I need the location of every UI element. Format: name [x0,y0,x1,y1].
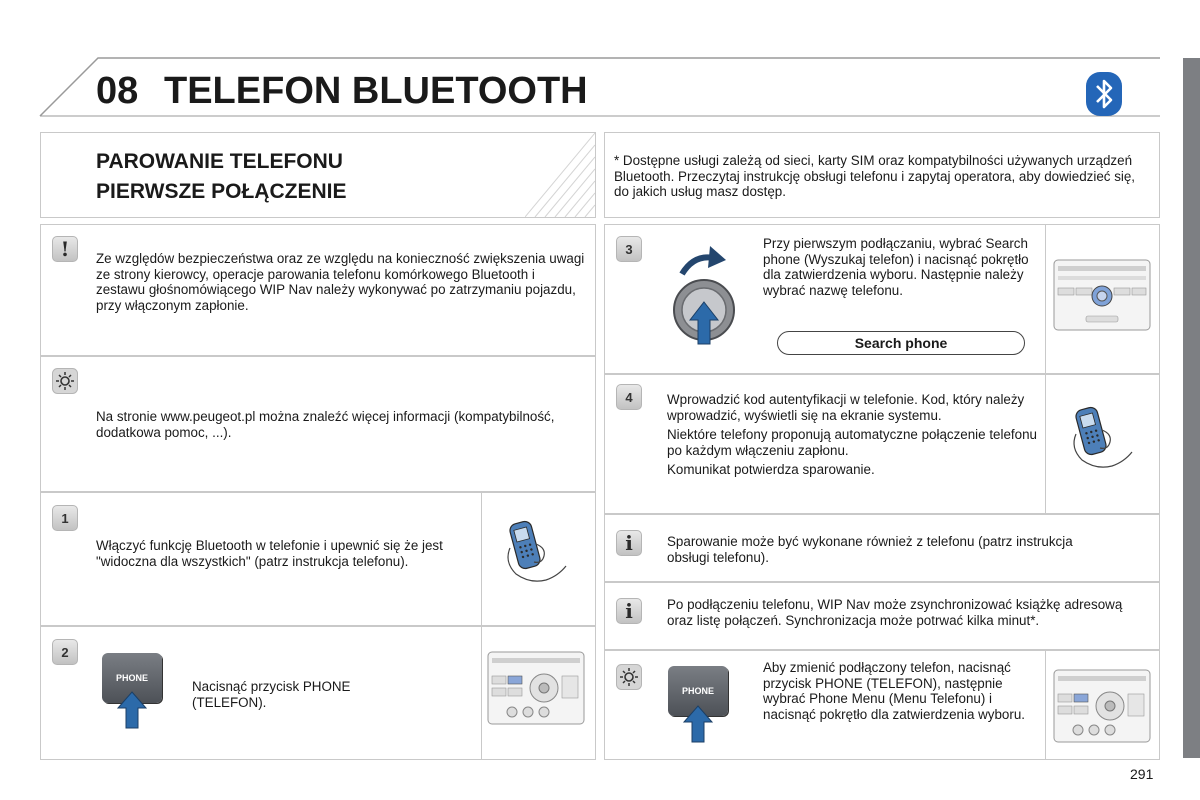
step4-text [667,392,1037,478]
step3-text: Przy pierwszym podłączaniu, wybrać Search phone (Wyszukaj telefon) i nacisnąć pokrętło dla zatwierdzenia wyboru. Następnie należy wybrać nazwę telefonu. [763,236,1029,298]
step1-image-divider [481,492,482,626]
warning-icon: ! [52,236,78,262]
press-arrow-icon [682,704,714,744]
step2-text: Nacisnąć przycisk PHONE (TELEFON). [192,679,351,710]
hatch-decoration [525,133,595,217]
phone-key-icon: PHONE [668,666,728,716]
info-icon: i [616,530,642,556]
step3-number: 3 [616,236,642,262]
phone-in-hand-icon [1066,404,1136,474]
search-phone-label: Search phone [854,335,948,351]
phone-key-icon: PHONE [102,653,162,703]
section-title-box [40,132,596,218]
press-arrow-icon [116,690,148,730]
search-phone-menu-item [777,331,1025,355]
footnote-text: * Dostępne usługi zależą od sieci, karty SIM oraz kompatybilności używanych urządzeń Bluetooth. Przeczytaj instrukcję obsługi telefonu i zapytaj operatora, aby dowiedzieć się, do jakich usług masz dostęp. [614,153,1136,200]
phone-in-hand-icon [500,518,570,588]
rotary-knob-icon [668,244,742,348]
radio-panel-knob-illustration [1052,258,1152,332]
step3-image-divider [1045,224,1046,374]
step4-paragraph-2: Niektóre telefony proponują automatyczne połączenie telefonu po każdym włączeniu zapłonu. [667,427,1037,458]
step1-text: Włączyć funkcję Bluetooth w telefonie i upewnić się że jest "widoczna dla wszystkich" (patrz instrukcja telefonu). [96,538,443,569]
page-number: 291 [1130,766,1154,782]
info2-text: Po podłączeniu telefonu, WIP Nav może zsynchronizować książkę adresową oraz listę połączeń. Synchronizacja może potrwać kilka minut*. [667,597,1123,628]
info1-text: Sparowanie może być wykonane również z telefonu (patrz instrukcja obsługi telefonu). [667,534,1073,565]
chapter-number: 08 [96,70,139,112]
chapter-title: TELEFON BLUETOOTH [164,70,588,112]
section-title-line1: PAROWANIE TELEFONU [96,150,343,173]
info-icon: i [616,598,642,624]
step4-image-divider [1045,374,1046,514]
tip2-text: Aby zmienić podłączony telefon, nacisnąć przycisk PHONE (TELEFON), następnie wybrać Phone Menu (Menu Telefonu) i nacisnąć pokrętło dla zatwierdzenia wyboru. [763,660,1026,722]
lightbulb-icon [52,368,78,394]
step4-number: 4 [616,384,642,410]
warning-text: Ze względów bezpieczeństwa oraz ze względu na konieczność zwiększenia uwagi ze strony kierowcy, operacje parowania telefonu komórkowego Bluetooth i zestawu głośnomówiącego WIP Nav należy wykonywać po zatrzymaniu pojazdu, przy włączonym zapłonie. [96,251,585,313]
step2-image-divider [481,626,482,760]
bluetooth-icon [1084,70,1124,118]
chapter-side-tab [1183,58,1200,758]
radio-panel-illustration [1052,668,1152,744]
section-title-line2: PIERWSZE POŁĄCZENIE [96,180,347,203]
step4-paragraph-1: Wprowadzić kod autentyfikacji w telefonie. Kod, który należy wprowadzić, wyświetli się na ekranie systemu. [667,392,1025,423]
radio-panel-illustration [486,650,586,726]
step1-number: 1 [52,505,78,531]
step4-paragraph-3: Komunikat potwierdza sparowanie. [667,462,875,478]
lightbulb-icon [616,664,642,690]
tip-text: Na stronie www.peugeot.pl można znaleźć więcej informacji (kompatybilność, dodatkowa pomoc, ...). [96,409,555,440]
tip2-image-divider [1045,650,1046,760]
step2-number: 2 [52,639,78,665]
